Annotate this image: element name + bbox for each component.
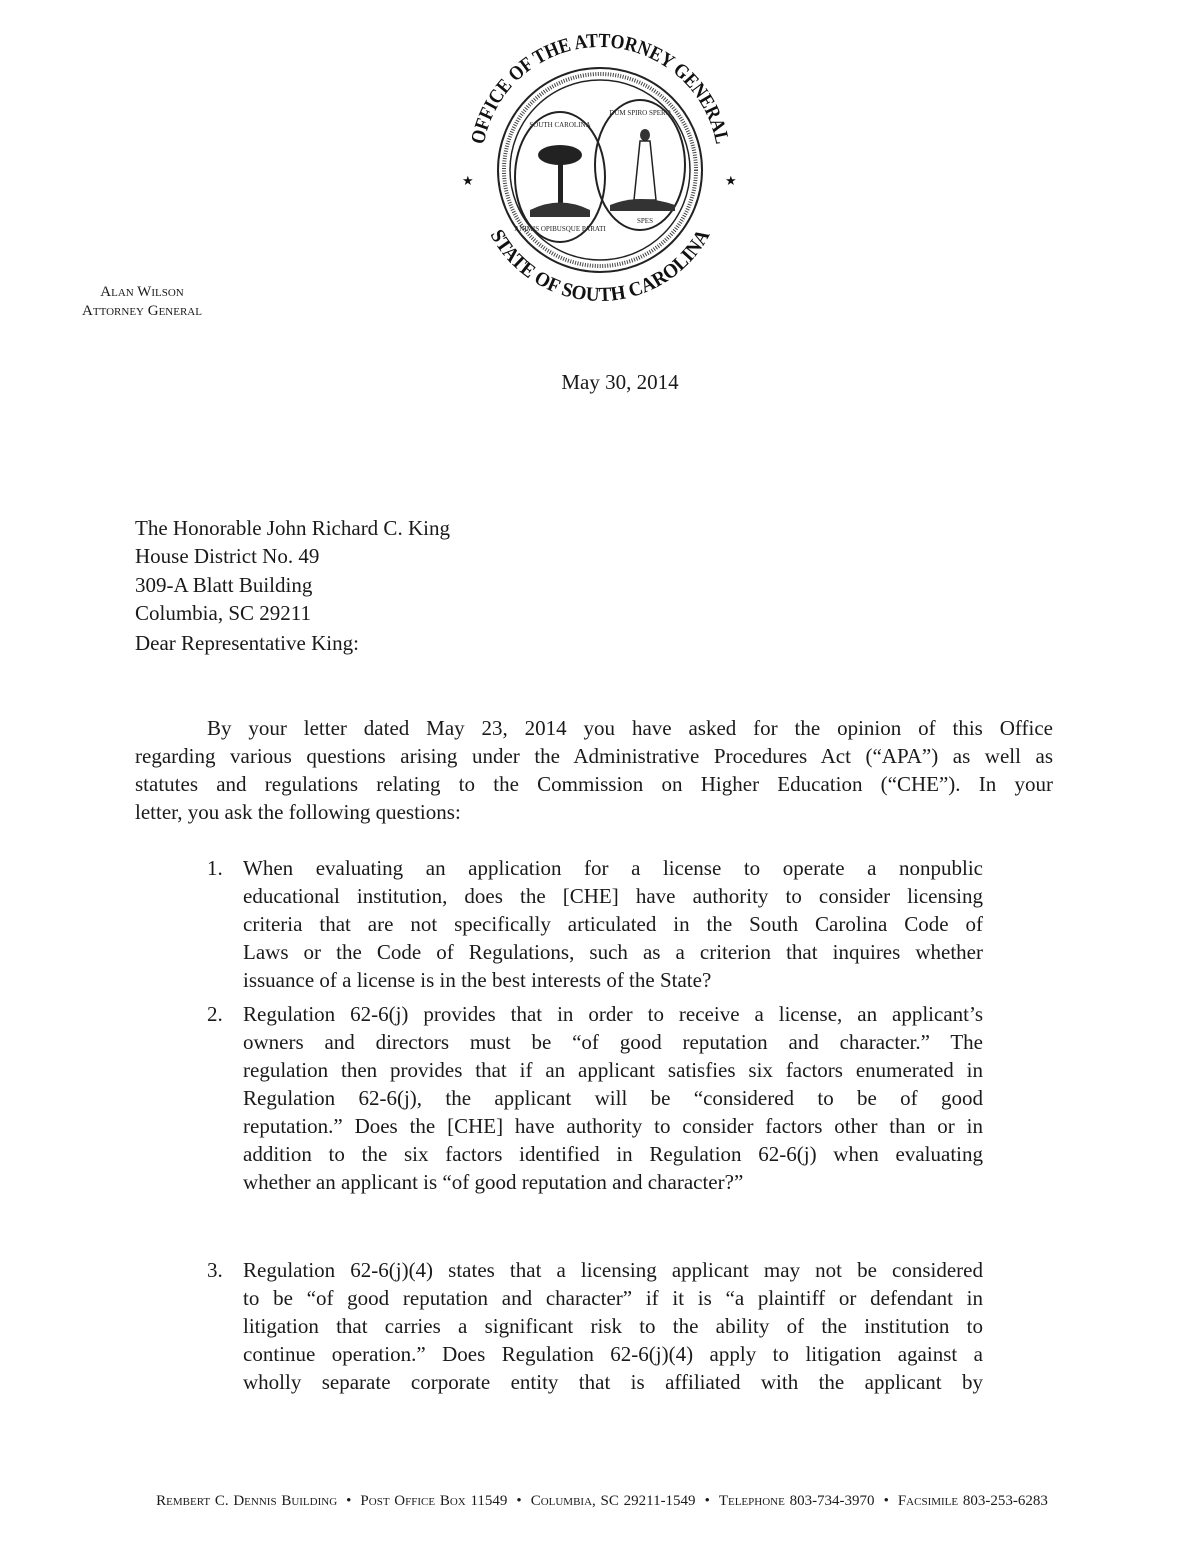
salutation: Dear Representative King: (135, 631, 359, 655)
bullet-separator: • (883, 1493, 889, 1509)
address-line: 309-A Blatt Building (135, 572, 313, 597)
address-line: Columbia, SC 29211 (135, 600, 311, 625)
text-line: reputation.” Does the [CHE] have authority to consider factors other than or in (243, 1114, 983, 1138)
palmetto-tree-icon (530, 145, 590, 217)
text-line: whether an applicant is “of good reputation and character?” (243, 1170, 744, 1194)
text-line: criteria that are not specifically articulated in the South Carolina Code of (243, 912, 983, 936)
intro-paragraph (135, 714, 1053, 826)
text-line: to be “of good reputation and character” if it is “a plaintiff or defendant in (243, 1286, 983, 1310)
bullet-separator: • (516, 1493, 522, 1509)
text-line: regulation then provides that if an applicant satisfies six factors enumerated in (243, 1058, 983, 1082)
text-line: owners and directors must be “of good reputation and character.” The (243, 1030, 983, 1054)
sender-block (62, 283, 222, 321)
seal-bottom-text: STATE OF SOUTH CAROLINA (485, 225, 715, 307)
question-number: 1. (207, 856, 223, 880)
bullet-separator: • (346, 1493, 352, 1509)
seal-top-text: OFFICE OF THE ATTORNEY GENERAL (466, 29, 734, 148)
sender-title: Attorney General (82, 303, 202, 319)
seal-left-motto: ANIMIS OPIBUSQUE PARATI (514, 225, 606, 233)
sender-name: Alan Wilson (100, 284, 184, 300)
question-text (243, 1256, 983, 1396)
bullet-separator: • (704, 1493, 710, 1509)
text-line: addition to the six factors identified in Regulation 62-6(j) when evaluating (243, 1142, 983, 1166)
letter-date: May 30, 2014 (561, 370, 679, 394)
footer-item: Post Office Box 11549 (360, 1493, 508, 1509)
star-icon: ★ (725, 173, 737, 188)
text-line: issuance of a license is in the best interests of the State? (243, 968, 712, 992)
footer-item: Facsimile 803-253-6283 (897, 1493, 1048, 1509)
text-line: regarding various questions arising under the Administrative Procedures Act (“APA”) as well as (135, 744, 1053, 768)
text-line: continue operation.” Does Regulation 62-6(j)(4) apply to litigation against a (243, 1342, 983, 1366)
text-line: Laws or the Code of Regulations, such as a criterion that inquires whether (243, 940, 983, 964)
text-line: Regulation 62-6(j), the applicant will be “considered to be of good (243, 1086, 983, 1110)
text-line: letter, you ask the following questions: (135, 800, 461, 824)
recipient-address (135, 514, 450, 627)
footer-item: Telephone 803-734-3970 (718, 1493, 875, 1509)
text-line: Regulation 62-6(j)(4) states that a licensing applicant may not be considered (243, 1258, 983, 1282)
text-line: When evaluating an application for a license to operate a nonpublic (243, 856, 983, 880)
letterhead-footer (62, 1493, 1142, 1510)
text-line: By your letter dated May 23, 2014 you have asked for the opinion of this Office (207, 716, 1053, 740)
footer-item: Columbia, SC 29211-1549 (530, 1493, 696, 1509)
liberty-figure-icon (610, 129, 675, 211)
text-line: Regulation 62-6(j) provides that in order to receive a license, an applicant’s (243, 1002, 983, 1026)
text-line: litigation that carries a significant risk to the ability of the institution to (243, 1314, 983, 1338)
attorney-general-seal (460, 5, 740, 315)
seal-right-motto: SPES (637, 217, 653, 225)
seal-left-shield-text: SOUTH CAROLINA (529, 121, 591, 129)
question-text (243, 854, 983, 994)
question-number: 3. (207, 1258, 223, 1282)
text-line: statutes and regulations relating to the Commission on Higher Education (“CHE”). In your (135, 772, 1053, 796)
star-icon: ★ (462, 173, 474, 188)
text-line: wholly separate corporate entity that is affiliated with the applicant by (243, 1370, 983, 1394)
seal-right-shield-text: DUM SPIRO SPERO (609, 109, 671, 117)
address-line: House District No. 49 (135, 544, 320, 569)
footer-item: Rembert C. Dennis Building (156, 1493, 338, 1509)
question-number: 2. (207, 1002, 223, 1026)
text-line: educational institution, does the [CHE] have authority to consider licensing (243, 884, 983, 908)
address-line: The Honorable John Richard C. King (135, 516, 450, 540)
question-text (243, 1000, 983, 1196)
